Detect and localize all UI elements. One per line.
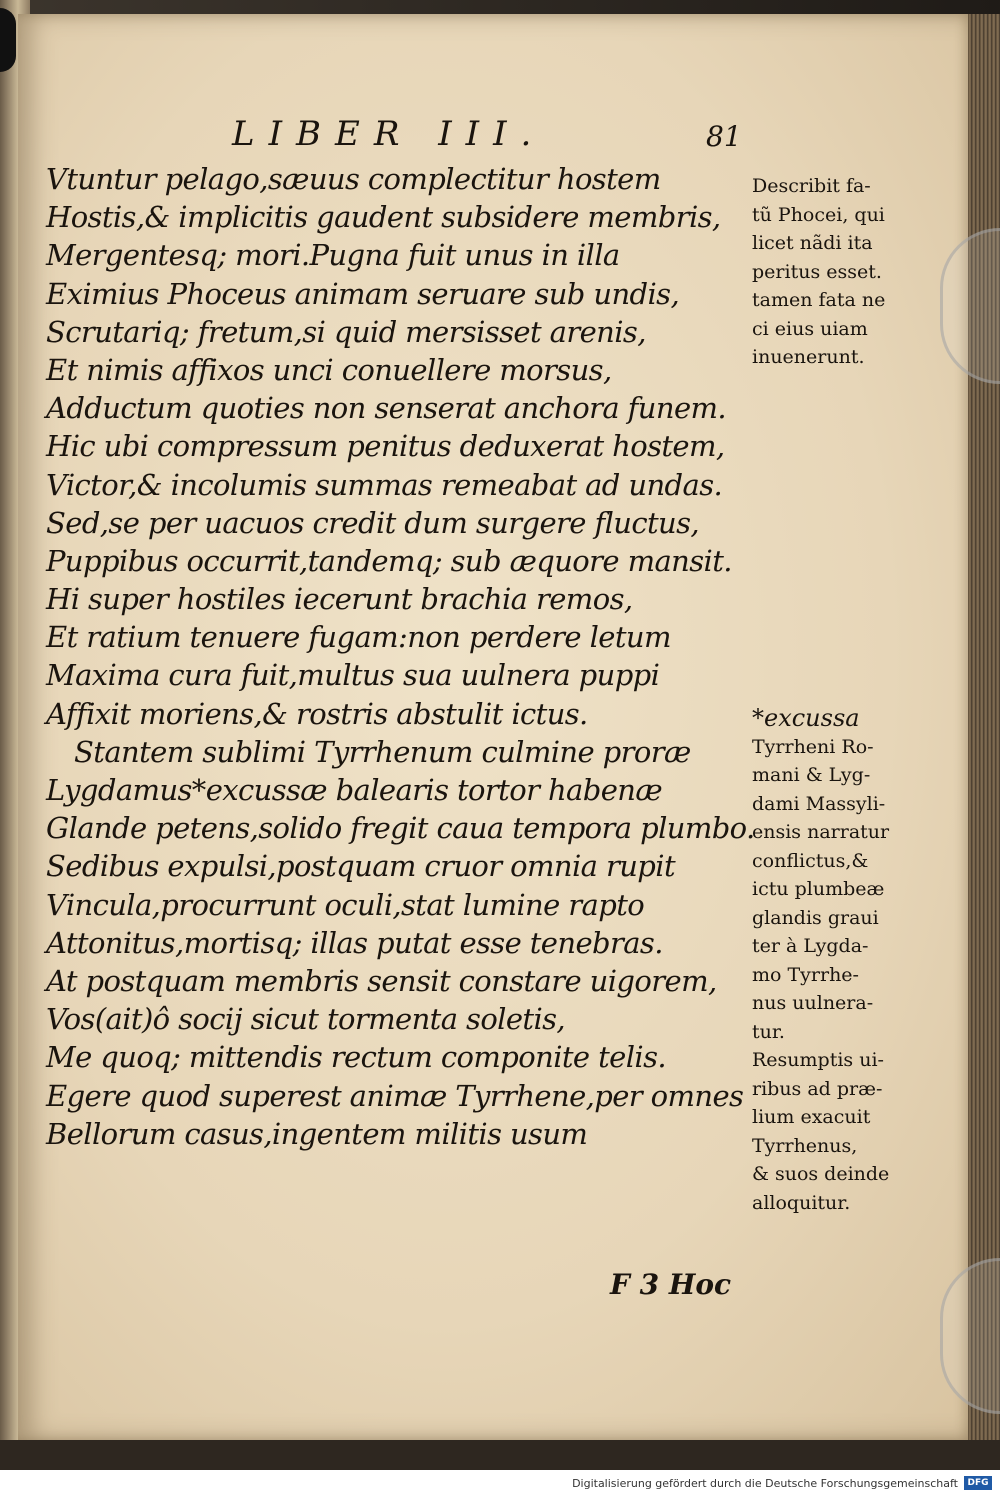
verse-line: Egere quod superest animæ Tyrrhene,per omnes [46,1078,744,1113]
note-line: Resumptis ui- [752,1049,884,1071]
note-line: mani & Lyg- [752,764,871,786]
verse-line: Bellorum casus,ingentem militis usum [46,1116,588,1151]
note-line: nus uulnera- [752,992,874,1014]
verse-line: Vtuntur pelago,sæuus complectitur hostem [46,162,661,196]
note-line: ter à Lygda- [752,935,869,957]
verse-line: Victor,& incolumis summas remeabat ad undas. [46,467,723,502]
verse-line: Lygdamus*excussæ balearis tortor habenæ [46,773,663,807]
verse-line: Scrutariq; fretum,si quid mersisset arenis, [46,314,646,349]
note-line: licet nãdi ita [752,232,873,254]
marginal-note-tyrrhenus [752,704,952,1217]
note-line: Tyrrheni Ro- [752,735,874,758]
verse-line: Mergentesq; mori.Pugna fuit unus in illa [46,238,620,273]
note-gloss-mark: *excussa [752,704,860,732]
note-line: ictu plumbeæ [752,878,885,900]
scan-bottom-band [0,1440,1000,1470]
running-header: LIBER III. [232,114,546,154]
verse-line: Puppibus occurrit,tandemq; sub æquore mansit. [46,543,732,578]
verse-line: At postquam membris sensit constare uigorem, [46,963,717,998]
verse-line: Hi super hostiles iecerunt brachia remos, [46,582,633,617]
note-line: Describit fa- [752,175,871,197]
note-line: conflictus,& [752,849,869,872]
verse-block [46,160,755,1153]
verse-line: Et ratium tenuere fugam:non perdere letum [46,620,671,655]
verse-line: Stantem sublimi Tyrrhenum culmine proræ [74,734,691,769]
dfg-logo: DFG [964,1476,992,1490]
note-line: tũ Phocei, qui [752,203,885,226]
verse-line: Glande petens,solido fregit caua tempora plumbo. [46,811,755,846]
note-line: inuenerunt. [752,346,865,368]
note-line: & suos deinde [752,1163,890,1185]
verse-line: Sedibus expulsi,postquam cruor omnia rupit [46,849,675,884]
note-line: peritus esset. [752,260,882,283]
verse-line: Et nimis affixos unci conuellere morsus, [46,352,612,387]
note-line: tamen fata ne [752,289,886,311]
verse-line: Hostis,& implicitis gaudent subsidere membris, [46,200,721,235]
page-number: 81 [706,120,742,153]
binding-tab [0,8,16,72]
note-line: glandis graui [752,906,879,929]
note-line: tur. [752,1020,785,1043]
verse-line: Vincula,procurrunt oculi,stat lumine rapto [46,887,645,922]
note-line: ribus ad præ- [752,1077,883,1100]
note-line: ci eius uiam [752,317,868,340]
catchword: F 3 Hoc [610,1268,732,1301]
note-line: mo Tyrrhe- [752,963,859,986]
verse-line: Vos(ait)ô socij sicut tormenta soletis, [46,1002,566,1037]
funding-notice: Digitalisierung gefördert durch die Deutsche Forschungsgemeinschaft [572,1477,958,1490]
note-line: ensis narratur [752,821,890,843]
verse-line: Adductum quoties non senserat anchora funem. [46,391,727,426]
verse-line: Hic ubi compressum penitus deduxerat hostem, [46,429,725,464]
note-line: Tyrrhenus, [752,1134,858,1157]
marginal-note-phoceus [752,172,952,372]
note-line: dami Massyli- [752,792,886,815]
verse-line: Sed,se per uacuos credit dum surgere fluctus, [46,505,700,540]
verse-line: Me quoq; mittendis rectum componite telis. [46,1040,666,1075]
verse-line: Eximius Phoceus animam seruare sub undis, [46,276,680,311]
note-line: alloquitur. [752,1191,851,1214]
note-line: lium exacuit [752,1106,871,1128]
verse-line: Attonitus,mortisq; illas putat esse tenebras. [46,925,663,960]
verse-line: Maxima cura fuit,multus sua uulnera puppi [46,658,660,693]
verse-line: Affixit moriens,& rostris abstulit ictus. [46,696,588,731]
